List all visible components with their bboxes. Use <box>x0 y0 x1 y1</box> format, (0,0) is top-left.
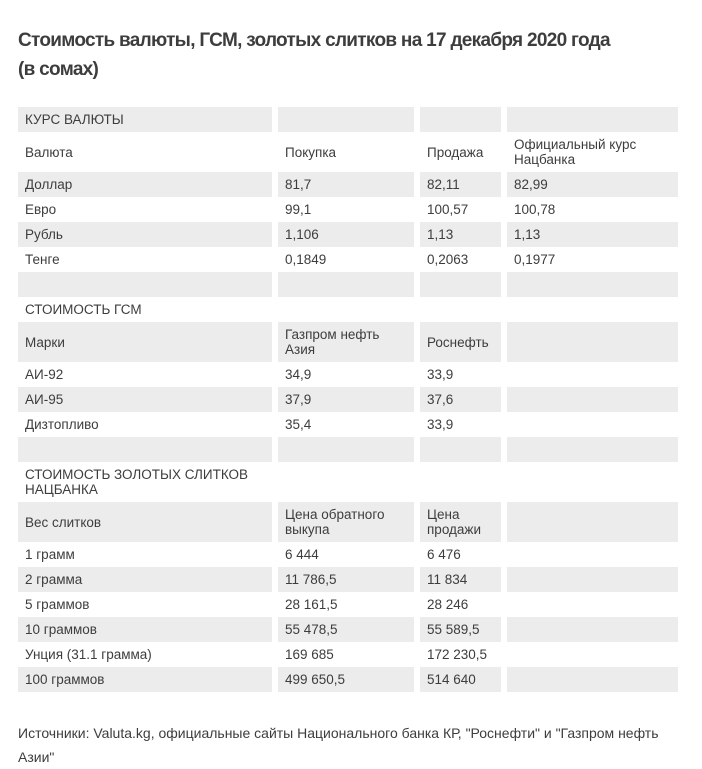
empty-cell <box>272 107 414 132</box>
page-title <box>18 26 678 84</box>
value-cell: 1,13 <box>501 222 678 247</box>
value-cell: 499 650,5 <box>272 667 414 692</box>
empty-cell <box>501 667 678 692</box>
spacer-row <box>18 272 678 297</box>
table-row-10g <box>18 617 678 642</box>
empty-cell <box>272 462 414 502</box>
value-cell: 0,1849 <box>272 247 414 272</box>
empty-cell <box>501 592 678 617</box>
empty-cell <box>414 297 501 322</box>
value-cell: 82,99 <box>501 172 678 197</box>
value-cell: 33,9 <box>414 412 501 437</box>
value-cell: 37,6 <box>414 387 501 412</box>
empty-cell <box>501 412 678 437</box>
value-cell: 55 478,5 <box>272 617 414 642</box>
value-cell: 35,4 <box>272 412 414 437</box>
empty-cell <box>18 272 272 297</box>
column-header: Роснефть <box>414 322 501 362</box>
empty-cell <box>414 437 501 462</box>
table-row-euro <box>18 197 678 222</box>
empty-cell <box>501 437 678 462</box>
value-cell: 99,1 <box>272 197 414 222</box>
table-row-1g <box>18 542 678 567</box>
column-header-row-gold <box>18 502 678 542</box>
empty-cell <box>501 502 678 542</box>
value-cell: 81,7 <box>272 172 414 197</box>
column-header: Покупка <box>272 132 414 172</box>
column-header-row-currency <box>18 132 678 172</box>
section-title-row-currency <box>18 107 678 132</box>
rates-table <box>18 107 678 692</box>
table-row-ai92 <box>18 362 678 387</box>
column-header: Газпром нефть Азия <box>272 322 414 362</box>
section-title-gold: СТОИМОСТЬ ЗОЛОТЫХ СЛИТКОВ НАЦБАНКА <box>18 462 272 502</box>
empty-cell <box>501 617 678 642</box>
row-label: АИ-92 <box>18 362 272 387</box>
table-row-2g <box>18 567 678 592</box>
row-label: АИ-95 <box>18 387 272 412</box>
value-cell: 34,9 <box>272 362 414 387</box>
empty-cell <box>501 567 678 592</box>
spacer-row <box>18 437 678 462</box>
column-header: Цена обратного выкупа <box>272 502 414 542</box>
page-title-line2: (в сомах) <box>18 59 99 80</box>
empty-cell <box>501 272 678 297</box>
empty-cell <box>272 297 414 322</box>
empty-cell <box>501 462 678 502</box>
page-title-line1: Стоимость валюты, ГСМ, золотых слитков на 17 декабря 2020 года <box>18 30 610 51</box>
table-row-100g <box>18 667 678 692</box>
row-label: 100 граммов <box>18 667 272 692</box>
column-header: Продажа <box>414 132 501 172</box>
row-label: 10 граммов <box>18 617 272 642</box>
row-label: Дизтопливо <box>18 412 272 437</box>
empty-cell <box>501 642 678 667</box>
column-header: Цена продажи <box>414 502 501 542</box>
value-cell: 0,1977 <box>501 247 678 272</box>
section-title-fuel: СТОИМОСТЬ ГСМ <box>18 297 272 322</box>
empty-cell <box>501 107 678 132</box>
column-header: Официальный курс Нацбанка <box>501 132 678 172</box>
empty-cell <box>414 272 501 297</box>
empty-cell <box>414 107 501 132</box>
column-header: Валюта <box>18 132 272 172</box>
value-cell: 82,11 <box>414 172 501 197</box>
table-row-tenge <box>18 247 678 272</box>
empty-cell <box>501 542 678 567</box>
table-row-ounce <box>18 642 678 667</box>
empty-cell <box>414 462 501 502</box>
row-label: Рубль <box>18 222 272 247</box>
value-cell: 11 834 <box>414 567 501 592</box>
row-label: 2 грамма <box>18 567 272 592</box>
row-label: 5 граммов <box>18 592 272 617</box>
empty-cell <box>18 437 272 462</box>
row-label: Тенге <box>18 247 272 272</box>
value-cell: 1,106 <box>272 222 414 247</box>
value-cell: 33,9 <box>414 362 501 387</box>
table-row-5g <box>18 592 678 617</box>
empty-cell <box>501 362 678 387</box>
empty-cell <box>501 322 678 362</box>
table-row-ai95 <box>18 387 678 412</box>
value-cell: 1,13 <box>414 222 501 247</box>
value-cell: 11 786,5 <box>272 567 414 592</box>
value-cell: 169 685 <box>272 642 414 667</box>
value-cell: 100,78 <box>501 197 678 222</box>
table-row-ruble <box>18 222 678 247</box>
row-label: Доллар <box>18 172 272 197</box>
column-header-row-fuel <box>18 322 678 362</box>
empty-cell <box>272 437 414 462</box>
column-header: Марки <box>18 322 272 362</box>
value-cell: 28 161,5 <box>272 592 414 617</box>
empty-cell <box>501 387 678 412</box>
section-title-currency: КУРС ВАЛЮТЫ <box>18 107 272 132</box>
section-title-row-gold <box>18 462 678 502</box>
row-label: 1 грамм <box>18 542 272 567</box>
sources-note: Источники: Valuta.kg, официальные сайты Национального банка КР, "Роснефти" и "Газпром нефть Азии" <box>18 725 659 765</box>
section-title-row-fuel <box>18 297 678 322</box>
row-label: Унция (31.1 грамма) <box>18 642 272 667</box>
value-cell: 28 246 <box>414 592 501 617</box>
empty-cell <box>501 297 678 322</box>
value-cell: 100,57 <box>414 197 501 222</box>
value-cell: 6 476 <box>414 542 501 567</box>
table-row-dollar <box>18 172 678 197</box>
table-row-diesel <box>18 412 678 437</box>
value-cell: 37,9 <box>272 387 414 412</box>
value-cell: 514 640 <box>414 667 501 692</box>
row-label: Евро <box>18 197 272 222</box>
column-header: Вес слитков <box>18 502 272 542</box>
value-cell: 0,2063 <box>414 247 501 272</box>
value-cell: 55 589,5 <box>414 617 501 642</box>
value-cell: 6 444 <box>272 542 414 567</box>
empty-cell <box>272 272 414 297</box>
value-cell: 172 230,5 <box>414 642 501 667</box>
